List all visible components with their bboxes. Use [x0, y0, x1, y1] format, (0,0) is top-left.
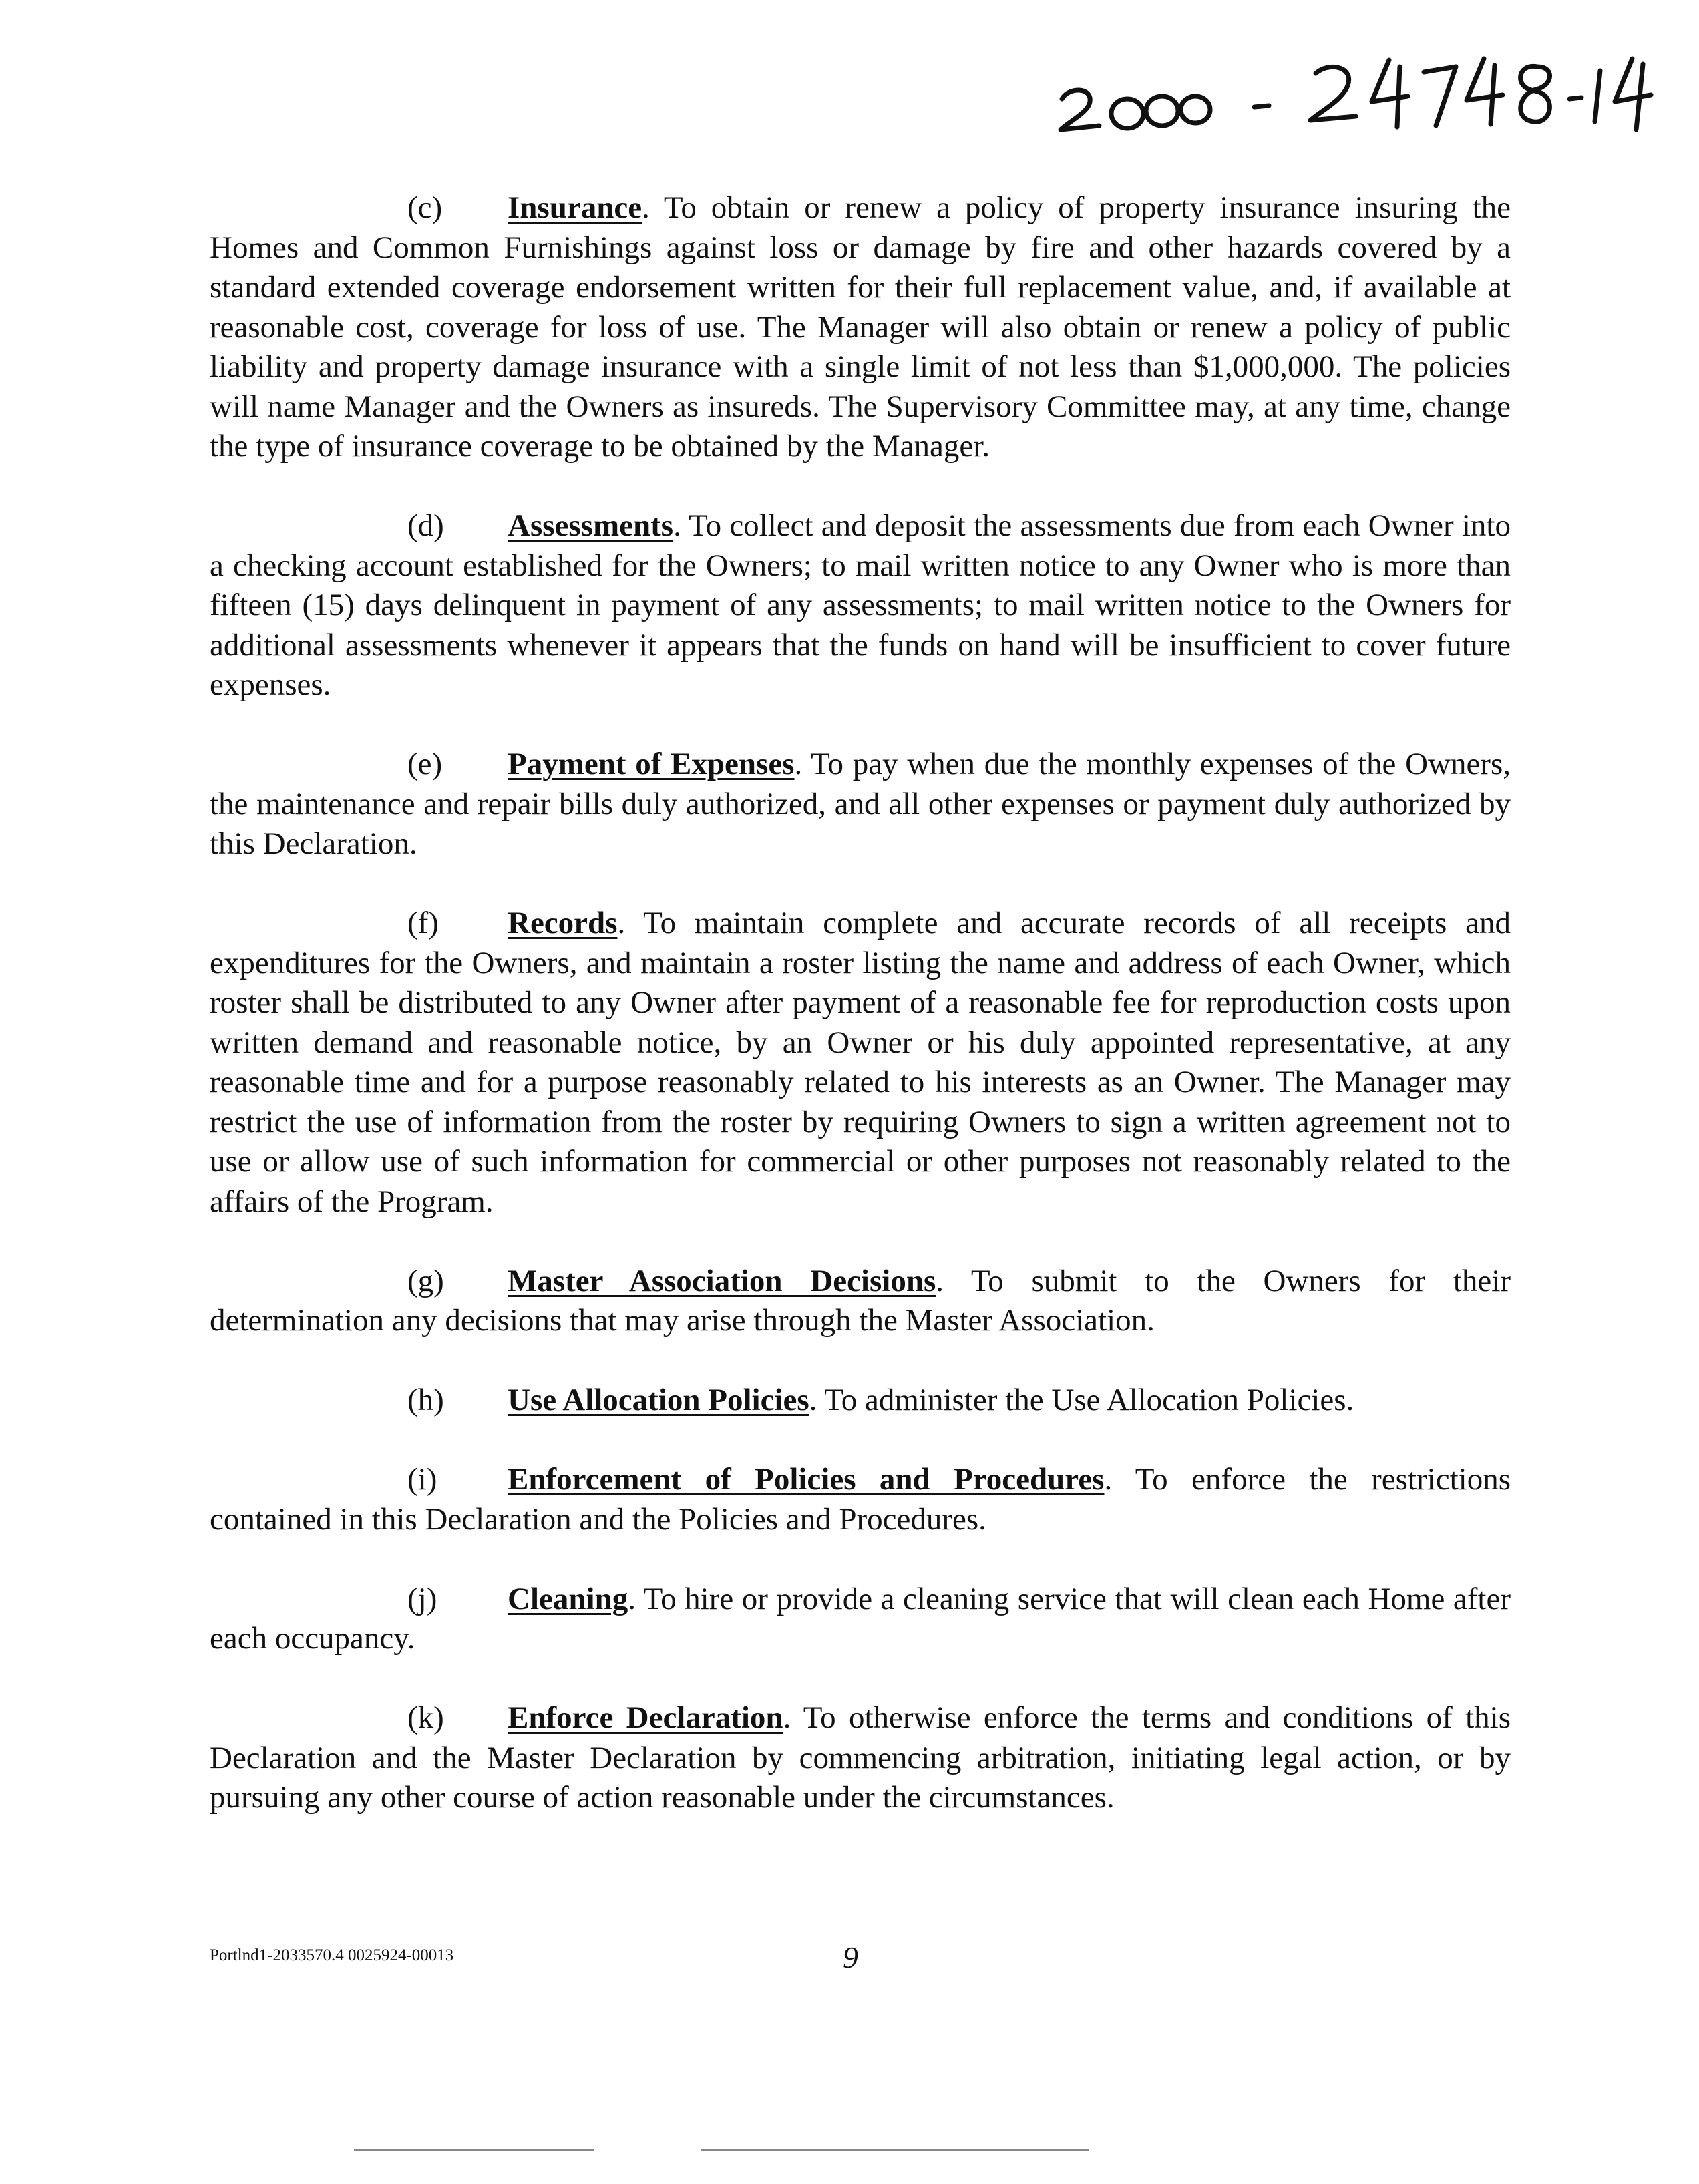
paragraph-marker: (d) [407, 508, 444, 543]
paragraph-marker: (i) [407, 1462, 437, 1497]
paragraph-text: . To otherwise enforce the terms and conditions of this Declaration and the Master Declaration by commencing arbitration, initiating legal action, or by pursuing any other course of action reasonable under the circumstances. [210, 1700, 1511, 1815]
paragraph-text: . To maintain complete and accurate records of all receipts and expenditures for the Owners, and maintain a roster listing the name and address of each Owner, which roster shall be distributed to any Owner after payment of a reasonable fee for reproduction costs upon written demand and reasonable notice, by an Owner or his duly appointed representative, at any reasonable time and for a purpose reasonably related to his interests as an Owner. The Manager may restrict the use of information from the roster by requiring Owners to sign a written agreement not to use or allow use of such information for commercial or other purposes not reasonably related to the affairs of the Program. [210, 906, 1511, 1219]
paragraph-heading: Cleaning [508, 1581, 628, 1616]
paragraph-enforcement-of-policies [210, 1460, 1511, 1539]
paragraph-heading: Insurance [508, 190, 642, 225]
paragraph-marker: (h) [407, 1383, 444, 1417]
paragraph-heading: Use Allocation Policies [508, 1383, 809, 1417]
paragraph-use-allocation-policies [210, 1381, 1511, 1421]
paragraph-heading: Assessments [508, 508, 674, 543]
paragraph-text: . To pay when due the monthly expenses of the Owners, the maintenance and repair bills duly authorized, and all other expenses or payment duly authorized by this Declaration. [210, 747, 1511, 861]
paragraph-heading: Enforcement of Policies and Procedures [508, 1462, 1105, 1497]
paragraph-payment-of-expenses [210, 745, 1511, 864]
paragraph-heading: Records [508, 906, 618, 940]
paragraph-marker: (k) [407, 1700, 444, 1735]
paragraph-text: . To hire or provide a cleaning service that will clean each Home after each occupancy. [210, 1581, 1511, 1656]
paragraph-insurance [210, 188, 1511, 467]
document-body [210, 188, 1511, 1857]
paragraph-records [210, 904, 1511, 1222]
paragraph-heading: Master Association Decisions [508, 1263, 936, 1298]
scan-artifact-line [701, 2149, 1089, 2151]
paragraph-text: . To collect and deposit the assessments due from each Owner into a checking account established for the Owners; to mail written notice to any Owner who is more than fifteen (15) days delinquent in payment of any assessments; to mail written notice to the Owners for additional assessments whenever it appears that the funds on hand will be insufficient to cover future expenses. [210, 508, 1511, 702]
handwritten-number-drawing [1042, 47, 1643, 154]
paragraph-marker: (g) [407, 1263, 444, 1298]
paragraph-marker: (c) [407, 190, 443, 225]
paragraph-heading: Payment of Expenses [508, 747, 795, 781]
paragraph-marker: (f) [407, 906, 439, 940]
paragraph-assessments [210, 506, 1511, 705]
page-number: 9 [843, 1940, 858, 1974]
paragraph-master-association-decisions [210, 1262, 1511, 1341]
paragraph-enforce-declaration [210, 1698, 1511, 1818]
handwritten-document-number [1042, 47, 1643, 154]
paragraph-marker: (e) [407, 747, 443, 781]
paragraph-text: . To obtain or renew a policy of property insurance insuring the Homes and Common Furnishings against loss or damage by fire and other hazards covered by a standard extended coverage endorsement written for their full replacement value, and, if available at reasonable cost, coverage for loss of use. The Manager will also obtain or renew a policy of public liability and property damage insurance with a single limit of not less than $1,000,000. The policies will name Manager and the Owners as insureds. The Supervisory Committee may, at any time, change the type of insurance coverage to be obtained by the Manager. [210, 190, 1511, 464]
paragraph-cleaning [210, 1580, 1511, 1659]
paragraph-text: . To enforce the restrictions contained in this Declaration and the Policies and Procedures. [210, 1462, 1511, 1537]
paragraph-text: . To administer the Use Allocation Policies. [809, 1383, 1354, 1417]
scan-artifact-line [354, 2149, 594, 2151]
paragraph-text: . To submit to the Owners for their determination any decisions that may arise through the Master Association. [210, 1263, 1511, 1338]
footer-reference: Portlnd1-2033570.4 0025924-00013 [210, 1946, 454, 1964]
paragraph-heading: Enforce Declaration [508, 1700, 783, 1735]
paragraph-marker: (j) [407, 1581, 437, 1616]
